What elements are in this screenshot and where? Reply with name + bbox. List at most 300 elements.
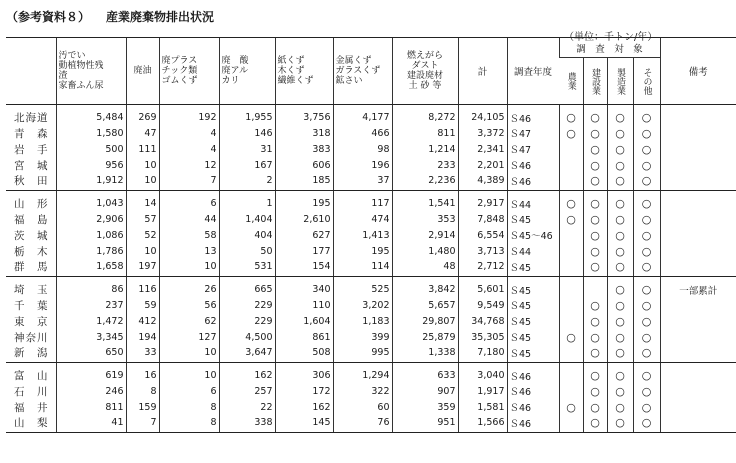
cell-other: ○ xyxy=(633,157,660,173)
cell-sludge: 956 xyxy=(56,157,126,173)
cell-plastics: 8 xyxy=(159,415,219,433)
cell-survey-year: Ｓ46 xyxy=(507,415,559,433)
cell-remarks xyxy=(660,329,736,345)
cell-acid-alkali: 229 xyxy=(219,297,275,313)
cell-acid-alkali: 4,500 xyxy=(219,329,275,345)
cell-survey-year: Ｓ45 xyxy=(507,211,559,227)
cell-plastics: 62 xyxy=(159,313,219,329)
cell-manufacturing: ○ xyxy=(607,211,633,227)
cell-sludge: 500 xyxy=(56,141,126,157)
cell-agriculture xyxy=(559,259,583,277)
cell-plastics: 26 xyxy=(159,277,219,298)
cell-agriculture: ○ xyxy=(559,329,583,345)
cell-other: ○ xyxy=(633,259,660,277)
cell-cinders: 1,480 xyxy=(392,243,458,259)
cell-cinders: 233 xyxy=(392,157,458,173)
cell-cinders: 48 xyxy=(392,259,458,277)
cell-plastics: 12 xyxy=(159,157,219,173)
cell-cinders: 811 xyxy=(392,125,458,141)
cell-acid-alkali: 1,404 xyxy=(219,211,275,227)
cell-other: ○ xyxy=(633,345,660,363)
cell-sludge: 1,658 xyxy=(56,259,126,277)
cell-survey-year: Ｓ45 xyxy=(507,345,559,363)
table-row xyxy=(6,415,736,433)
cell-plastics: 58 xyxy=(159,227,219,243)
header-total: 計 xyxy=(458,38,507,105)
cell-plastics: 6 xyxy=(159,383,219,399)
cell-paper-wood: 110 xyxy=(275,297,333,313)
table-row xyxy=(6,191,736,212)
cell-survey-year: Ｓ44 xyxy=(507,243,559,259)
cell-paper-wood: 3,756 xyxy=(275,105,333,126)
cell-agriculture xyxy=(559,297,583,313)
cell-total: 1,917 xyxy=(458,383,507,399)
cell-sludge: 1,786 xyxy=(56,243,126,259)
header-waste-oil: 廃油 xyxy=(126,38,159,105)
cell-cinders: 1,541 xyxy=(392,191,458,212)
cell-prefecture: 富山 xyxy=(14,370,48,382)
cell-metal-glass: 117 xyxy=(333,191,392,212)
cell-other: ○ xyxy=(633,173,660,191)
cell-remarks xyxy=(660,259,736,277)
cell-waste-oil: 14 xyxy=(126,191,159,212)
cell-survey-year: Ｓ45 xyxy=(507,313,559,329)
cell-agriculture xyxy=(559,313,583,329)
cell-total: 1,581 xyxy=(458,399,507,415)
cell-manufacturing: ○ xyxy=(607,157,633,173)
document-title: 産業廃棄物排出状況 xyxy=(106,10,215,24)
header-remarks: 備考 xyxy=(660,38,736,105)
cell-waste-oil: 412 xyxy=(126,313,159,329)
cell-survey-year: Ｓ45 xyxy=(507,277,559,298)
cell-total: 35,305 xyxy=(458,329,507,345)
cell-paper-wood: 177 xyxy=(275,243,333,259)
cell-construction: ○ xyxy=(583,157,607,173)
cell-acid-alkali: 50 xyxy=(219,243,275,259)
cell-manufacturing: ○ xyxy=(607,105,633,126)
cell-plastics: 6 xyxy=(159,191,219,212)
cell-acid-alkali: 146 xyxy=(219,125,275,141)
cell-metal-glass: 474 xyxy=(333,211,392,227)
cell-total: 7,848 xyxy=(458,211,507,227)
cell-other: ○ xyxy=(633,141,660,157)
cell-paper-wood: 154 xyxy=(275,259,333,277)
table-row xyxy=(6,399,736,415)
waste-table xyxy=(6,37,736,433)
cell-prefecture: 岩手 xyxy=(14,143,48,156)
cell-remarks xyxy=(660,141,736,157)
cell-waste-oil: 111 xyxy=(126,141,159,157)
cell-remarks xyxy=(660,211,736,227)
cell-other: ○ xyxy=(633,297,660,313)
cell-plastics: 10 xyxy=(159,363,219,384)
cell-construction: ○ xyxy=(583,259,607,277)
cell-sludge: 3,345 xyxy=(56,329,126,345)
cell-manufacturing: ○ xyxy=(607,363,633,384)
cell-prefecture: 東京 xyxy=(14,315,48,328)
cell-total: 7,180 xyxy=(458,345,507,363)
header-acid-alkali: 廃 酸 廃アル カリ xyxy=(219,38,275,105)
cell-prefecture: 新潟 xyxy=(6,345,56,363)
cell-metal-glass: 322 xyxy=(333,383,392,399)
cell-remarks xyxy=(660,243,736,259)
cell-metal-glass: 399 xyxy=(333,329,392,345)
cell-sludge: 1,086 xyxy=(56,227,126,243)
cell-survey-year: Ｓ46 xyxy=(507,363,559,384)
cell-acid-alkali: 404 xyxy=(219,227,275,243)
cell-cinders: 25,879 xyxy=(392,329,458,345)
cell-sludge: 811 xyxy=(56,399,126,415)
cell-other: ○ xyxy=(633,313,660,329)
document-header xyxy=(6,8,214,25)
cell-sludge: 1,472 xyxy=(56,313,126,329)
cell-construction: ○ xyxy=(583,399,607,415)
cell-plastics: 56 xyxy=(159,297,219,313)
cell-prefecture: 宮城 xyxy=(14,159,48,172)
cell-sludge: 5,484 xyxy=(56,105,126,126)
cell-plastics: 192 xyxy=(159,105,219,126)
cell-metal-glass: 76 xyxy=(333,415,392,433)
cell-manufacturing: ○ xyxy=(607,313,633,329)
table-row xyxy=(6,277,736,298)
cell-paper-wood: 195 xyxy=(275,191,333,212)
cell-total: 9,549 xyxy=(458,297,507,313)
cell-cinders: 359 xyxy=(392,399,458,415)
cell-manufacturing: ○ xyxy=(607,173,633,191)
cell-other: ○ xyxy=(633,329,660,345)
cell-metal-glass: 1,413 xyxy=(333,227,392,243)
header-manufacturing: 製造業 xyxy=(607,58,633,105)
cell-cinders: 8,272 xyxy=(392,105,458,126)
cell-plastics: 10 xyxy=(159,345,219,363)
cell-sludge: 619 xyxy=(56,363,126,384)
cell-remarks xyxy=(660,227,736,243)
cell-manufacturing: ○ xyxy=(607,383,633,399)
cell-other: ○ xyxy=(633,105,660,126)
cell-construction: ○ xyxy=(583,227,607,243)
cell-prefecture: 福井 xyxy=(14,401,48,414)
cell-remarks xyxy=(660,191,736,212)
cell-plastics: 127 xyxy=(159,329,219,345)
cell-plastics: 13 xyxy=(159,243,219,259)
cell-other: ○ xyxy=(633,191,660,212)
cell-other: ○ xyxy=(633,363,660,384)
table-row xyxy=(6,345,736,363)
cell-construction: ○ xyxy=(583,211,607,227)
cell-remarks xyxy=(660,297,736,313)
cell-agriculture xyxy=(559,383,583,399)
cell-acid-alkali: 2 xyxy=(219,173,275,191)
table-row xyxy=(6,125,736,141)
header-prefecture xyxy=(6,38,56,105)
cell-paper-wood: 306 xyxy=(275,363,333,384)
header-plastics: 廃プラス チック類 ゴムくず xyxy=(159,38,219,105)
cell-survey-year: Ｓ47 xyxy=(507,141,559,157)
cell-construction xyxy=(583,277,607,298)
table-row xyxy=(6,243,736,259)
cell-remarks xyxy=(660,363,736,384)
table-row xyxy=(6,141,736,157)
cell-other: ○ xyxy=(633,211,660,227)
cell-other: ○ xyxy=(633,277,660,298)
cell-metal-glass: 4,177 xyxy=(333,105,392,126)
cell-manufacturing: ○ xyxy=(607,191,633,212)
cell-sludge: 237 xyxy=(56,297,126,313)
cell-remarks xyxy=(660,173,736,191)
cell-acid-alkali: 167 xyxy=(219,157,275,173)
cell-cinders: 353 xyxy=(392,211,458,227)
cell-acid-alkali: 22 xyxy=(219,399,275,415)
cell-survey-year: Ｓ44 xyxy=(507,191,559,212)
cell-waste-oil: 269 xyxy=(126,105,159,126)
cell-total: 2,201 xyxy=(458,157,507,173)
cell-prefecture: 福島 xyxy=(14,213,48,226)
cell-agriculture xyxy=(559,141,583,157)
cell-total: 3,372 xyxy=(458,125,507,141)
cell-cinders: 1,338 xyxy=(392,345,458,363)
header-construction: 建設業 xyxy=(583,58,607,105)
cell-cinders: 907 xyxy=(392,383,458,399)
table-row xyxy=(6,297,736,313)
cell-acid-alkali: 31 xyxy=(219,141,275,157)
cell-paper-wood: 1,604 xyxy=(275,313,333,329)
cell-total: 24,105 xyxy=(458,105,507,126)
cell-survey-year: Ｓ45 xyxy=(507,297,559,313)
cell-construction: ○ xyxy=(583,345,607,363)
cell-plastics: 4 xyxy=(159,141,219,157)
cell-agriculture xyxy=(559,415,583,433)
cell-waste-oil: 194 xyxy=(126,329,159,345)
header-survey-target: 調 査 対 象 xyxy=(559,38,660,58)
cell-manufacturing: ○ xyxy=(607,259,633,277)
cell-paper-wood: 508 xyxy=(275,345,333,363)
cell-waste-oil: 16 xyxy=(126,363,159,384)
cell-metal-glass: 1,183 xyxy=(333,313,392,329)
cell-cinders: 2,236 xyxy=(392,173,458,191)
table-row xyxy=(6,227,736,243)
cell-construction: ○ xyxy=(583,105,607,126)
cell-cinders: 3,842 xyxy=(392,277,458,298)
table-row xyxy=(6,211,736,227)
cell-waste-oil: 52 xyxy=(126,227,159,243)
cell-cinders: 2,914 xyxy=(392,227,458,243)
cell-waste-oil: 10 xyxy=(126,243,159,259)
cell-prefecture: 山形 xyxy=(14,198,48,210)
cell-manufacturing: ○ xyxy=(607,141,633,157)
cell-cinders: 951 xyxy=(392,415,458,433)
cell-paper-wood: 340 xyxy=(275,277,333,298)
cell-total: 6,554 xyxy=(458,227,507,243)
cell-waste-oil: 7 xyxy=(126,415,159,433)
cell-agriculture: ○ xyxy=(559,125,583,141)
header-sludge: 汚でい 動植物性残 渣 家畜ふん尿 xyxy=(56,38,126,105)
cell-construction: ○ xyxy=(583,415,607,433)
table-body xyxy=(6,105,736,433)
table-row xyxy=(6,363,736,384)
cell-manufacturing: ○ xyxy=(607,329,633,345)
cell-survey-year: Ｓ46 xyxy=(507,399,559,415)
cell-construction: ○ xyxy=(583,243,607,259)
cell-other: ○ xyxy=(633,415,660,433)
cell-manufacturing: ○ xyxy=(607,345,633,363)
cell-metal-glass: 114 xyxy=(333,259,392,277)
cell-sludge: 1,580 xyxy=(56,125,126,141)
cell-metal-glass: 995 xyxy=(333,345,392,363)
cell-survey-year: Ｓ46 xyxy=(507,173,559,191)
cell-total: 5,601 xyxy=(458,277,507,298)
cell-agriculture: ○ xyxy=(559,191,583,212)
cell-manufacturing: ○ xyxy=(607,415,633,433)
cell-survey-year: Ｓ46 xyxy=(507,383,559,399)
cell-prefecture: 群馬 xyxy=(6,259,56,277)
cell-construction: ○ xyxy=(583,191,607,212)
cell-metal-glass: 195 xyxy=(333,243,392,259)
cell-paper-wood: 145 xyxy=(275,415,333,433)
cell-acid-alkali: 531 xyxy=(219,259,275,277)
cell-total: 2,712 xyxy=(458,259,507,277)
cell-survey-year: Ｓ45～46 xyxy=(507,227,559,243)
cell-total: 4,389 xyxy=(458,173,507,191)
cell-remarks: 一部累計 xyxy=(660,277,736,298)
cell-agriculture: ○ xyxy=(559,399,583,415)
cell-waste-oil: 10 xyxy=(126,157,159,173)
cell-paper-wood: 383 xyxy=(275,141,333,157)
table-row xyxy=(6,157,736,173)
cell-acid-alkali: 1 xyxy=(219,191,275,212)
cell-plastics: 7 xyxy=(159,173,219,191)
cell-remarks xyxy=(660,313,736,329)
cell-paper-wood: 318 xyxy=(275,125,333,141)
cell-agriculture xyxy=(559,277,583,298)
table-row xyxy=(6,259,736,277)
cell-plastics: 10 xyxy=(159,259,219,277)
cell-waste-oil: 57 xyxy=(126,211,159,227)
cell-metal-glass: 466 xyxy=(333,125,392,141)
cell-metal-glass: 525 xyxy=(333,277,392,298)
cell-remarks xyxy=(660,415,736,433)
cell-survey-year: Ｓ46 xyxy=(507,157,559,173)
cell-acid-alkali: 338 xyxy=(219,415,275,433)
cell-prefecture: 千葉 xyxy=(14,299,48,312)
cell-remarks xyxy=(660,105,736,126)
reference-label: （参考資料８） xyxy=(6,10,91,24)
cell-acid-alkali: 162 xyxy=(219,363,275,384)
cell-metal-glass: 1,294 xyxy=(333,363,392,384)
cell-other: ○ xyxy=(633,383,660,399)
cell-plastics: 8 xyxy=(159,399,219,415)
cell-construction: ○ xyxy=(583,329,607,345)
cell-cinders: 633 xyxy=(392,363,458,384)
cell-prefecture: 神奈川 xyxy=(14,331,48,344)
cell-acid-alkali: 257 xyxy=(219,383,275,399)
cell-cinders: 5,657 xyxy=(392,297,458,313)
cell-agriculture xyxy=(559,157,583,173)
cell-waste-oil: 59 xyxy=(126,297,159,313)
table-row xyxy=(6,313,736,329)
cell-prefecture: 栃木 xyxy=(14,245,48,258)
cell-metal-glass: 3,202 xyxy=(333,297,392,313)
cell-paper-wood: 162 xyxy=(275,399,333,415)
cell-construction: ○ xyxy=(583,141,607,157)
cell-construction: ○ xyxy=(583,297,607,313)
cell-agriculture xyxy=(559,227,583,243)
cell-total: 34,768 xyxy=(458,313,507,329)
cell-other: ○ xyxy=(633,243,660,259)
cell-waste-oil: 197 xyxy=(126,259,159,277)
header-other: その他 xyxy=(633,58,660,105)
cell-construction: ○ xyxy=(583,313,607,329)
cell-agriculture xyxy=(559,243,583,259)
cell-other: ○ xyxy=(633,399,660,415)
cell-total: 3,713 xyxy=(458,243,507,259)
table-row xyxy=(6,329,736,345)
cell-sludge: 1,043 xyxy=(56,191,126,212)
cell-metal-glass: 98 xyxy=(333,141,392,157)
cell-metal-glass: 60 xyxy=(333,399,392,415)
cell-total: 3,040 xyxy=(458,363,507,384)
table-row xyxy=(6,105,736,126)
cell-construction: ○ xyxy=(583,363,607,384)
cell-construction: ○ xyxy=(583,383,607,399)
cell-survey-year: Ｓ47 xyxy=(507,125,559,141)
cell-manufacturing: ○ xyxy=(607,227,633,243)
cell-paper-wood: 172 xyxy=(275,383,333,399)
cell-waste-oil: 47 xyxy=(126,125,159,141)
cell-waste-oil: 159 xyxy=(126,399,159,415)
cell-prefecture: 茨城 xyxy=(14,229,48,242)
cell-prefecture: 秋田 xyxy=(6,173,56,191)
cell-paper-wood: 185 xyxy=(275,173,333,191)
cell-paper-wood: 627 xyxy=(275,227,333,243)
cell-sludge: 650 xyxy=(56,345,126,363)
cell-sludge: 86 xyxy=(56,277,126,298)
cell-plastics: 4 xyxy=(159,125,219,141)
cell-prefecture: 山梨 xyxy=(6,415,56,433)
table-row xyxy=(6,173,736,191)
cell-construction: ○ xyxy=(583,125,607,141)
cell-acid-alkali: 665 xyxy=(219,277,275,298)
cell-total: 2,341 xyxy=(458,141,507,157)
cell-cinders: 1,214 xyxy=(392,141,458,157)
cell-survey-year: Ｓ45 xyxy=(507,259,559,277)
cell-total: 1,566 xyxy=(458,415,507,433)
header-agriculture: 農業 xyxy=(559,58,583,105)
cell-remarks xyxy=(660,345,736,363)
cell-manufacturing: ○ xyxy=(607,125,633,141)
cell-acid-alkali: 1,955 xyxy=(219,105,275,126)
cell-agriculture: ○ xyxy=(559,211,583,227)
cell-agriculture xyxy=(559,363,583,384)
cell-waste-oil: 8 xyxy=(126,383,159,399)
unit-label: （単位：千トン/年） xyxy=(564,32,658,43)
cell-manufacturing: ○ xyxy=(607,277,633,298)
header-paper-wood: 紙くず 木くず 繊維くず xyxy=(275,38,333,105)
cell-sludge: 41 xyxy=(56,415,126,433)
cell-sludge: 1,912 xyxy=(56,173,126,191)
header-cinders: 燃えがら ダスト 建設廃材 土 砂 等 xyxy=(392,38,458,105)
cell-prefecture: 埼玉 xyxy=(14,284,48,296)
cell-paper-wood: 861 xyxy=(275,329,333,345)
cell-remarks xyxy=(660,125,736,141)
cell-acid-alkali: 229 xyxy=(219,313,275,329)
header-survey-year: 調査年度 xyxy=(507,38,559,105)
cell-total: 2,917 xyxy=(458,191,507,212)
cell-manufacturing: ○ xyxy=(607,297,633,313)
cell-acid-alkali: 3,647 xyxy=(219,345,275,363)
table-row xyxy=(6,383,736,399)
header-metal-glass: 金属くず ガラスくず 鉱さい xyxy=(333,38,392,105)
cell-waste-oil: 116 xyxy=(126,277,159,298)
